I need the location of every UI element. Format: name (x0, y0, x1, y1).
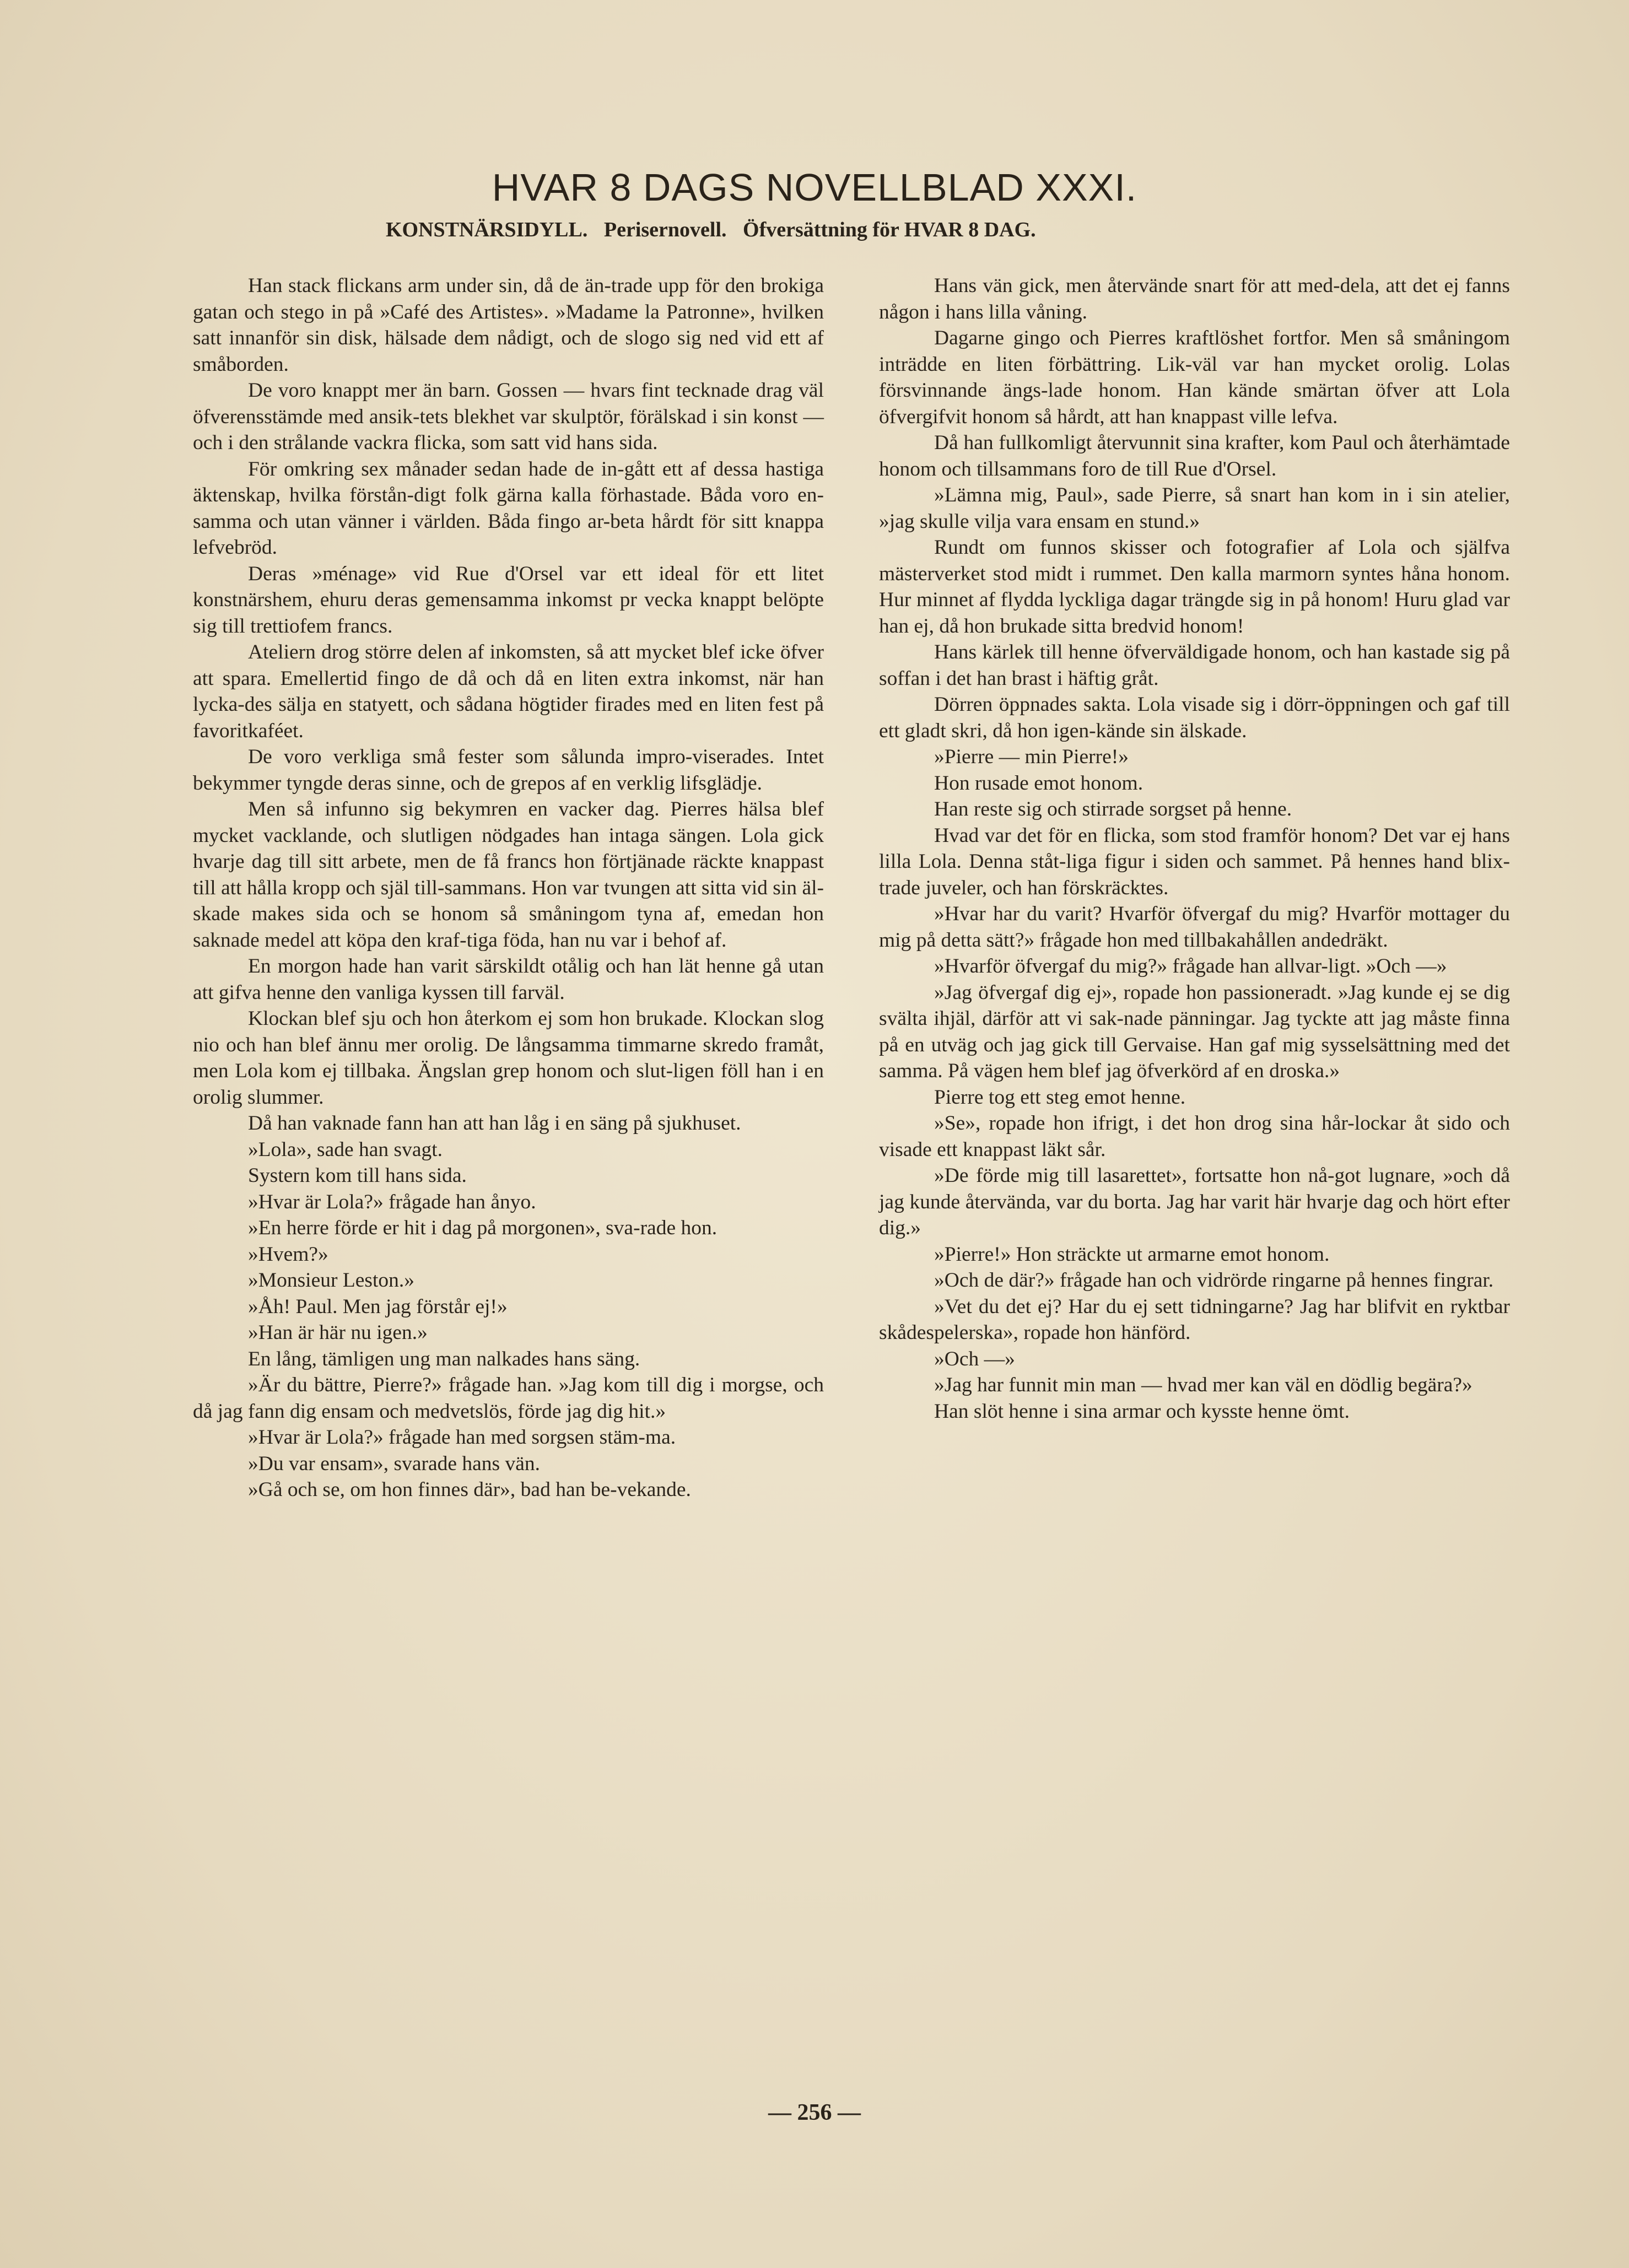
paragraph: Systern kom till hans sida. (248, 1164, 467, 1187)
paragraph: Ateliern drog större delen af inkomsten, så att mycket blef icke öfver att spara. Emellertid fingo de då och då en liten extra inkomst, när han lycka-des sälja en statyett, och sådana högtider firades med en liten fest på favoritkaféet. (193, 641, 824, 742)
paragraph: Hon rusade emot honom. (934, 771, 1143, 795)
paragraph: En lång, tämligen ung man nalkades hans säng. (248, 1347, 640, 1370)
right-column (879, 273, 1510, 1424)
paragraph: »Är du bättre, Pierre?» frågade han. »Jag kom till dig i morgse, och då jag fann dig ensam och medvetslös, förde jag dig hit.» (193, 1374, 824, 1423)
paragraph: »Du var ensam», svarade hans vän. (248, 1452, 541, 1475)
paragraph: »Åh! Paul. Men jag förstår ej!» (248, 1295, 508, 1318)
paragraph: »Pierre — min Pierre!» (934, 746, 1129, 768)
paragraph: »Hvarför öfvergaf du mig?» frågade han allvar-ligt. »Och —» (934, 955, 1447, 978)
paragraph: Hvad var det för en flicka, som stod framför honom? Det var ej hans lilla Lola. Denna ståt-liga figur i siden och sammet. På hennes hand blix-trade juveler, och han förskräcktes. (879, 824, 1510, 899)
paragraph: »De förde mig till lasarettet», fortsatte hon nå-got lugnare, »och då jag kunde återvända, var du borta. Jag har varit här hvarje dag och hört efter dig.» (879, 1164, 1510, 1239)
paragraph: Rundt om funnos skisser och fotografier af Lola och själfva mästerverket stod midt i rummet. Den kalla marmorn syntes håna honom. Hur minnet af flydda lyckliga dagar trängde sig in på honom! Huru glad var han ej, då hon brukade sitta bredvid honom! (879, 536, 1510, 638)
paragraph: De voro knappt mer än barn. Gossen — hvars fint tecknade drag väl öfverensstämde med ansik-tets blekhet var skulptör, förälskad i sin konst — och i den strålande vackra flicka, som satt vid hans sida. (193, 379, 824, 454)
paragraph: Då han fullkomligt återvunnit sina krafter, kom Paul och återhämtade honom och tillsammans foro de till Rue d'Orsel. (879, 431, 1510, 480)
paragraph: Hans vän gick, men återvände snart för att med-dela, att det ej fanns någon i hans lilla våning. (879, 274, 1510, 323)
paragraph: »Jag har funnit min man — hvad mer kan väl en dödlig begära?» (934, 1374, 1472, 1396)
paragraph: »Pierre!» Hon sträckte ut armarne emot honom. (934, 1243, 1330, 1266)
paragraph: »Lämna mig, Paul», sade Pierre, så snart han kom in i sin atelier, »jag skulle vilja vara ensam en stund.» (879, 484, 1510, 533)
paragraph: »Jag öfvergaf dig ej», ropade hon passioneradt. »Jag kunde ej se dig svälta ihjäl, därför att vi sak-nade pänningar. Jag tyckte att jag måste finna på en utväg och jag gick till Gervaise. Han gaf mig sysselsättning med det samma. På vägen hem blef jag öfverkörd af en droska.» (879, 981, 1510, 1082)
left-column (193, 273, 824, 1503)
paragraph: Deras »ménage» vid Rue d'Orsel var ett ideal för ett litet konstnärshem, ehuru deras gemensamma inkomst pr vecka knappt belöpte sig till trettiofem francs. (193, 562, 824, 638)
translation-note: Öfversättning för HVAR 8 DAG. (743, 218, 1036, 241)
paragraph: »En herre förde er hit i dag på morgonen», sva-rade hon. (248, 1217, 718, 1239)
paragraph: »Hvar är Lola?» frågade han ånyo. (248, 1190, 536, 1213)
paragraph: »Lola», sade han svagt. (248, 1138, 443, 1161)
story-type: Perisernovell. (603, 218, 727, 241)
paragraph: Han slöt henne i sina armar och kysste henne ömt. (934, 1400, 1350, 1423)
page-number: — 256 — (768, 2100, 861, 2125)
paragraph: En morgon hade han varit särskildt otålig och han lät henne gå utan att gifva henne den vanliga kyssen till farväl. (193, 955, 824, 1004)
paragraph: Hans kärlek till henne öfverväldigade honom, och han kastade sig på soffan i det han brast i häftig gråt. (879, 641, 1510, 690)
paragraph: Dagarne gingo och Pierres kraftlöshet fortfor. Men så småningom inträdde en liten förbättring. Lik-väl var han mycket orolig. Lolas försvinnande ängs-lade honom. Han kände smärtan öfver att Lola öfvergifvit honom så hårdt, att han knappast ville lefva. (879, 327, 1510, 428)
paragraph: Då han vaknade fann han att han låg i en säng på sjukhuset. (248, 1112, 741, 1135)
paragraph: »Gå och se, om hon finnes där», bad han be-vekande. (248, 1478, 691, 1501)
paragraph: Han reste sig och stirrade sorgset på henne. (934, 798, 1292, 820)
paragraph: »Monsieur Leston.» (248, 1269, 415, 1292)
paragraph: »Vet du det ej? Har du ej sett tidningarne? Jag har blifvit en ryktbar skådespelerska», ropade hon hänförd. (879, 1295, 1510, 1344)
paragraph: »Hvem?» (248, 1243, 328, 1266)
paragraph: Han stack flickans arm under sin, då de än-trade upp för den brokiga gatan och stego in på »Café des Artistes». »Madame la Patronne», hvilken satt innanför sin disk, hälsade dem nådigt, och de slogo sig ned vid ett af småborden. (193, 274, 824, 376)
paragraph: »Och —» (934, 1347, 1015, 1370)
story-title: KONSTNÄRSIDYLL. (386, 218, 588, 241)
paragraph: Men så infunno sig bekymren en vacker dag. Pierres hälsa blef mycket vacklande, och slutligen nödgades han intaga sängen. Lola gick hvarje dag till sitt arbete, men de få francs hon förtjänade räckte knappast till att hålla kropp och själ till-sammans. Hon var tvungen att sitta vid sin äl-skade makes sida och se honom så småningom tyna af, emedan hon saknade medel att köpa den kraf-tiga föda, han nu var i behof af. (193, 798, 824, 952)
paragraph: »Han är här nu igen.» (248, 1321, 428, 1344)
paragraph: Klockan blef sju och hon återkom ej som hon brukade. Klockan slog nio och han blef ännu mer orolig. De långsamma timmarne skredo framåt, men Lola kom ej tillbaka. Ängslan grep honom och slut-ligen föll han i en orolig slummer. (193, 1007, 824, 1109)
paragraph: »Hvar har du varit? Hvarför öfvergaf du mig? Hvarför mottager du mig på detta sätt?» frågade hon med tillbakahållen andedräkt. (879, 903, 1510, 952)
paragraph: För omkring sex månader sedan hade de in-gått ett af dessa hastiga äktenskap, hvilka förstån-digt folk gärna kalla förhastade. Båda voro en-samma och utan vänner i världen. Båda fingo ar-beta hårdt för sitt knappa lefvebröd. (193, 457, 824, 559)
paragraph: »Se», ropade hon ifrigt, i det hon drog sina hår-lockar åt sido och visade ett knappast läkt sår. (879, 1112, 1510, 1161)
paragraph: De voro verkliga små fester som sålunda impro-viserades. Intet bekymmer tyngde deras sinne, och de grepos af en verklig lifsglädje. (193, 746, 824, 795)
paragraph: Pierre tog ett steg emot henne. (934, 1086, 1186, 1109)
publication-header: HVAR 8 DAGS NOVELLBLAD XXXI. (492, 166, 1137, 209)
paragraph: »Hvar är Lola?» frågade han med sorgsen stäm-ma. (248, 1426, 676, 1449)
paragraph: »Och de där?» frågade han och vidrörde ringarne på hennes fingrar. (934, 1269, 1494, 1292)
paragraph: Dörren öppnades sakta. Lola visade sig i dörr-öppningen och gaf till ett gladt skri, då hon igen-kände sin älskade. (879, 693, 1510, 742)
story-subtitle (386, 218, 1279, 242)
